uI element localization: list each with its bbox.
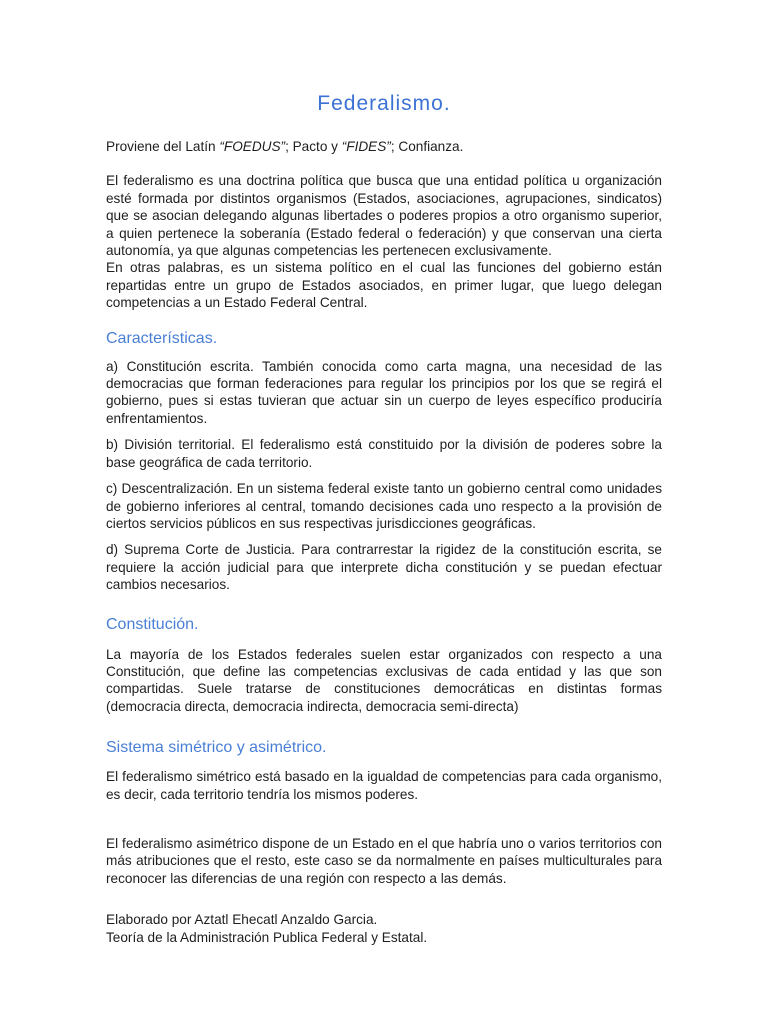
caracteristica-item-b: b) División territorial. El federalismo está constituido por la división de poderes sobre la base geográfica de cada territorio.: [106, 437, 662, 470]
sistema-heading: Sistema simétrico y asimétrico.: [106, 739, 327, 757]
origin-line: [106, 138, 662, 155]
origin-mid: ; Pacto y: [285, 139, 342, 154]
origin-suffix: ; Confianza.: [390, 139, 464, 154]
origin-prefix: Proviene del Latín: [106, 139, 220, 154]
caracteristica-item-d: d) Suprema Corte de Justicia. Para contrarrestar la rigidez de la constitución escrita, se requiere la acción judicial para que interprete dicha constitución y se puedan efectuar cambios necesarios.: [106, 542, 662, 593]
caracteristicas-heading: Características.: [106, 329, 218, 347]
origin-word-foedus: “FOEDUS”: [219, 139, 286, 154]
constitucion-heading: Constitución.: [106, 615, 199, 633]
intro-paragraph-1: El federalismo es una doctrina política que busca que una entidad política u organización esté formada por distintos organismos (Estados, asociaciones, agrupaciones, sindicatos) que se asocian delegando algunas libertades o poderes propios a otro organismo superior, a quien pertenece la soberanía (Estado federal o federación) y que conservan una cierta autonomía, ya que algunas competencias les pertenecen exclusivamente.: [106, 173, 662, 259]
asimetrico-paragraph: El federalismo asimétrico dispone de un Estado en el que habría uno o varios territorios con más atribuciones que el resto, este caso se da normalmente en países multiculturales para reconocer las diferencias de una región con respecto a las demás.: [106, 835, 662, 886]
origin-word-fides: “FIDES”: [341, 139, 391, 154]
intro-paragraph-2: En otras palabras, es un sistema político en el cual las funciones del gobierno están repartidas entre un grupo de Estados asociados, en primer lugar, que luego delegan competencias a un Estado Federal Central.: [106, 260, 662, 311]
caracteristica-item-c: c) Descentralización. En un sistema federal existe tanto un gobierno central como unidades de gobierno inferiores al central, tomando decisiones cada uno respecto a la provisión de ciertos servicios públicos en sus respectivas jurisdicciones geográficas.: [106, 481, 662, 531]
footer: [106, 911, 662, 946]
simetrico-paragraph: El federalismo simétrico está basado en la igualdad de competencias para cada organismo, es decir, cada territorio tendría los mismos poderes.: [106, 769, 662, 802]
document-title: Federalismo.: [317, 92, 451, 115]
caracteristica-item-a: a) Constitución escrita. También conocida como carta magna, una necesidad de las democracias que forman federaciones para regular los principios por los que se regirá el gobierno, pues si estas tuvieran que actuar sin un cuerpo de leyes específico produciría enfrentamientos.: [106, 358, 662, 426]
footer-author: Elaborado por Aztatl Ehecatl Anzaldo Garcia.: [106, 912, 378, 928]
constitucion-paragraph: La mayoría de los Estados federales suelen estar organizados con respecto a una Constitución, que define las competencias exclusivas de cada entidad y las que son compartidas. Suele tratarse de constituciones democráticas en distintas formas (democracia directa, democracia indirecta, democracia semi-directa): [106, 646, 662, 714]
footer-course: Teoría de la Administración Publica Federal y Estatal.: [106, 929, 428, 945]
